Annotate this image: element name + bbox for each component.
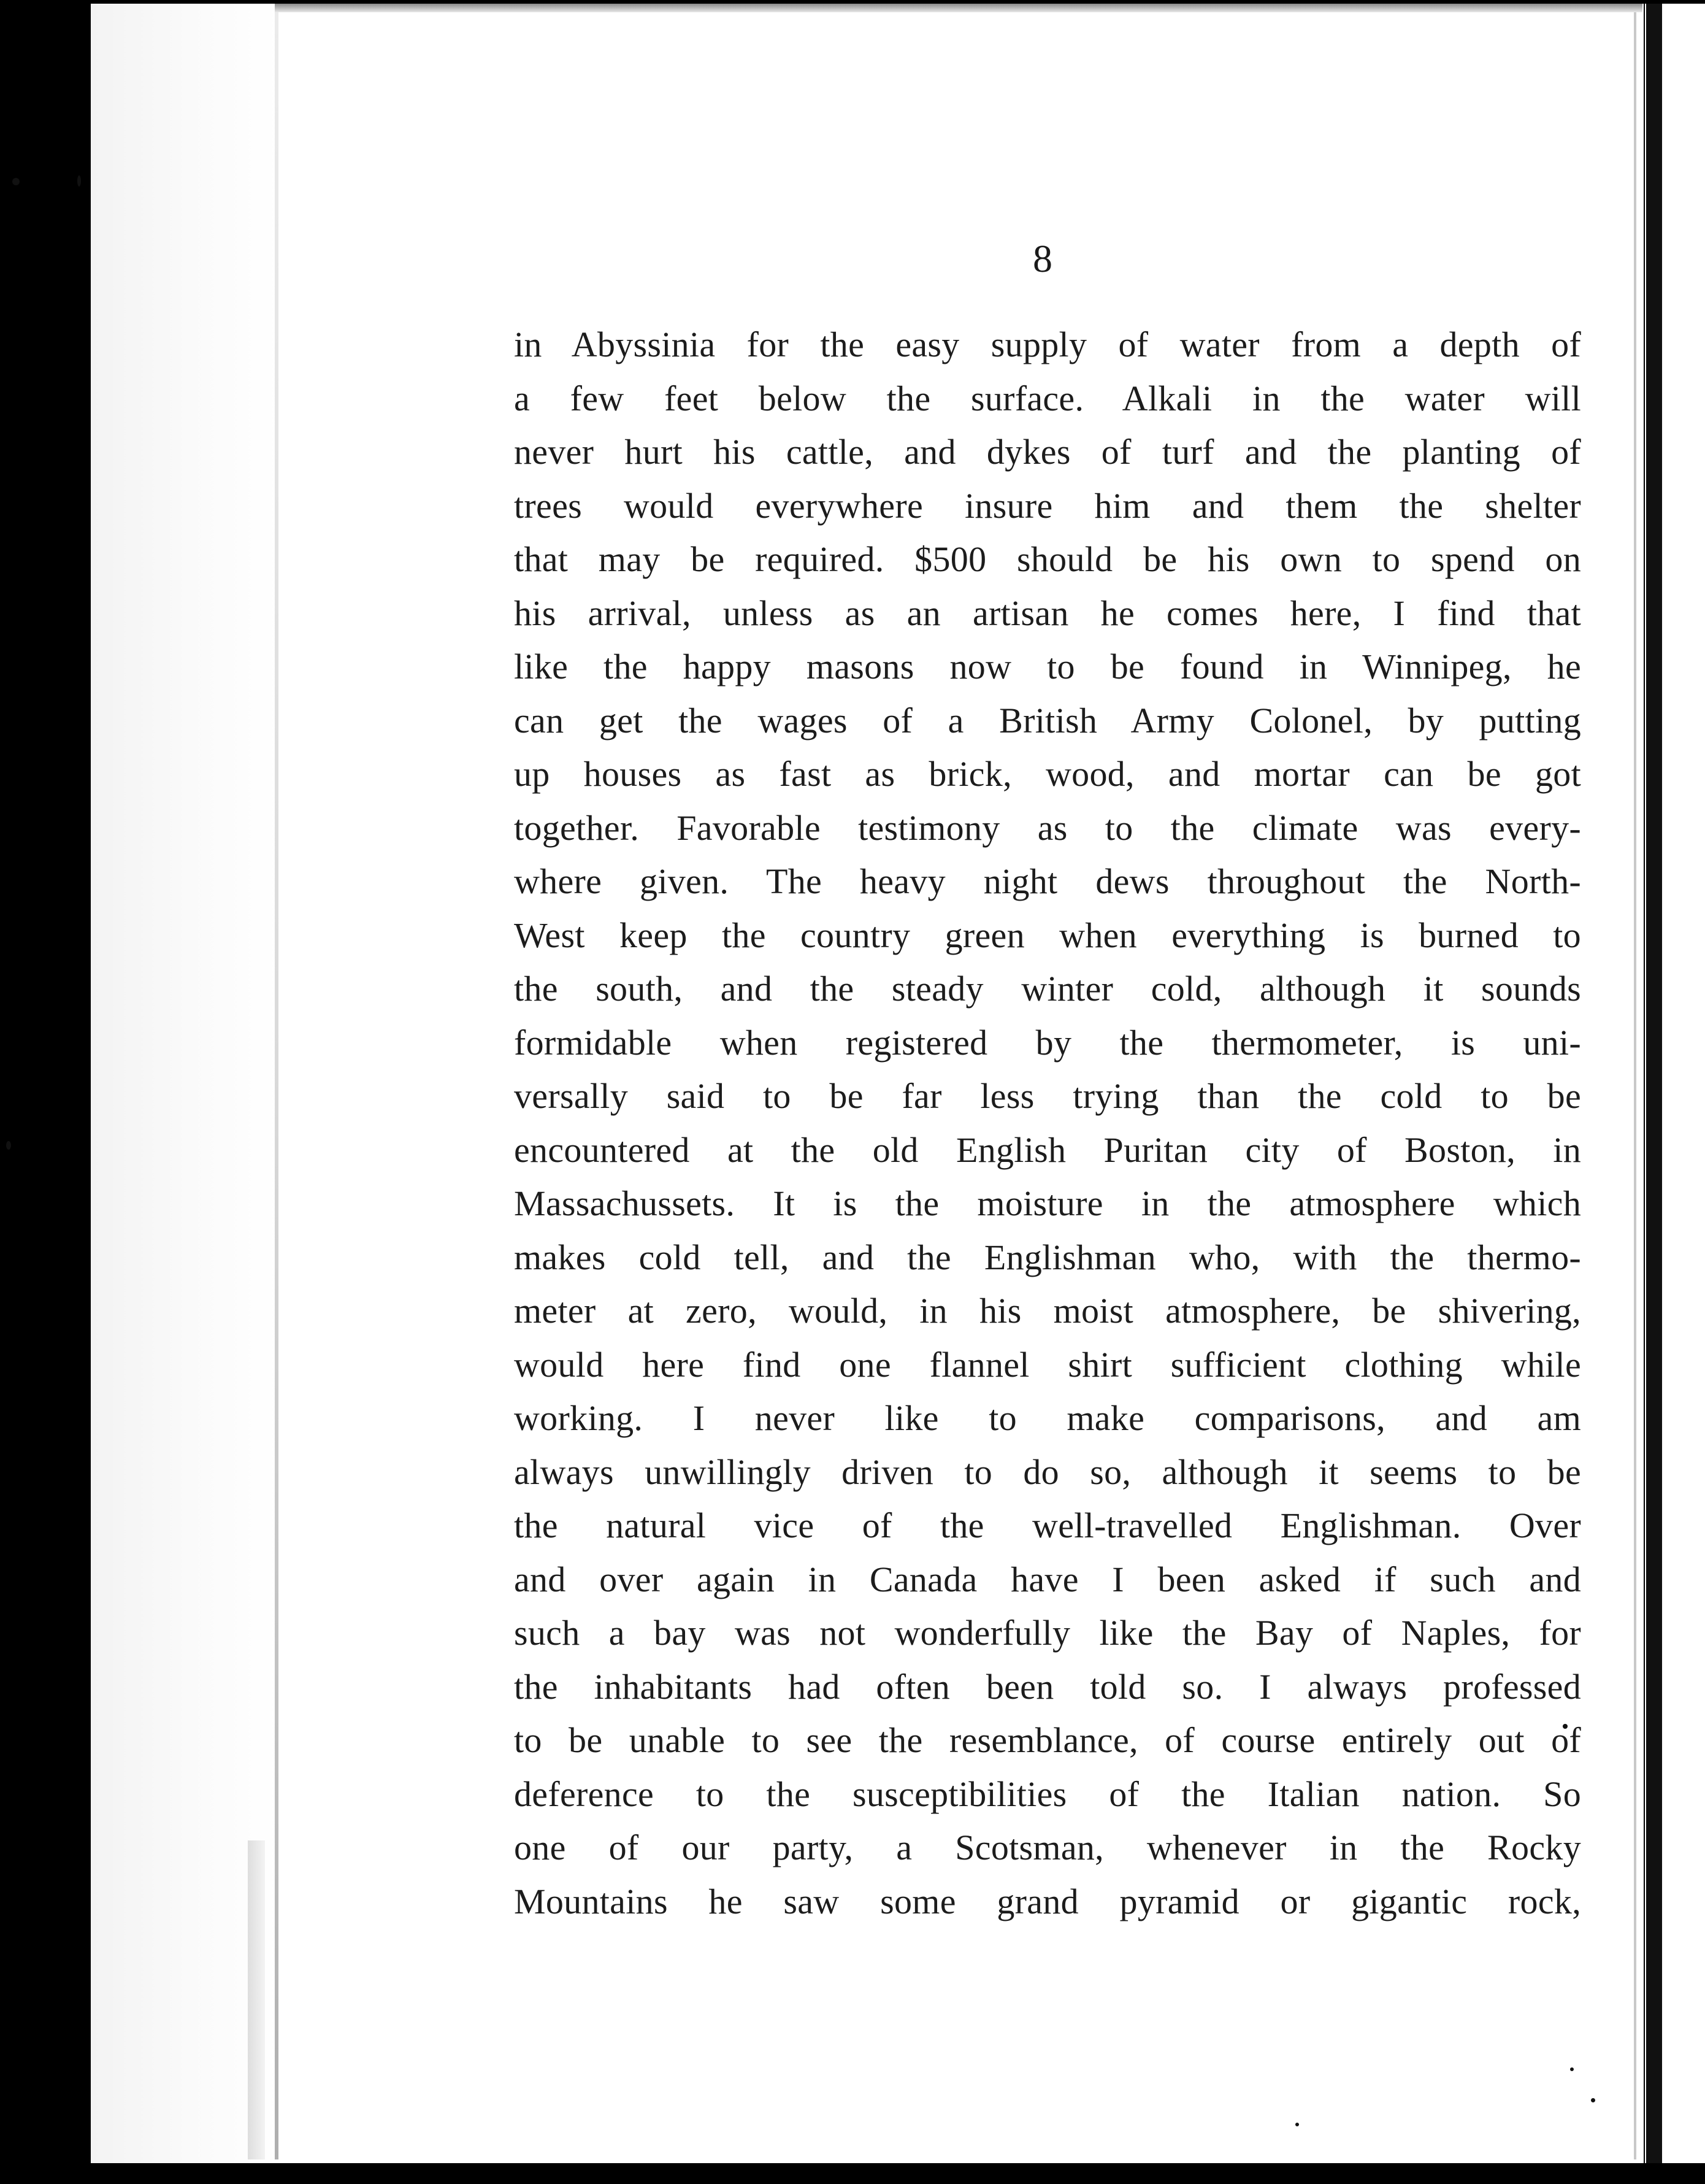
text-line: together. Favorable testimony as to the climate was every- — [514, 807, 1581, 848]
scan-speck — [1591, 2098, 1595, 2102]
text-line: meter at zero, would, in his moist atmosphere, be shivering, — [514, 1291, 1581, 1331]
text-line: his arrival, unless as an artisan he comes here, I find that — [514, 593, 1581, 633]
right-margin-rule — [1634, 12, 1636, 2159]
top-page-edge — [275, 4, 1642, 12]
text-line: versally said to be far less trying than the cold to be — [514, 1076, 1581, 1116]
text-line: where given. The heavy night dews throughout the North- — [514, 861, 1581, 901]
text-line: makes cold tell, and the Englishman who, with the thermo- — [514, 1237, 1581, 1277]
scan-speck — [1570, 2067, 1574, 2071]
text-line: West keep the country green when everything is burned to — [514, 915, 1581, 955]
text-line: in Abyssinia for the easy supply of water from a depth of — [514, 325, 1581, 364]
scan-speck — [1295, 2123, 1299, 2126]
scan-speck — [12, 178, 20, 185]
body-text — [514, 318, 1581, 1928]
text-line: to be unable to see the resemblance, of course entirely out of — [514, 1720, 1581, 1760]
text-line: like the happy masons now to be found in Winnipeg, he — [514, 647, 1581, 686]
text-line: never hurt his cattle, and dykes of turf and the planting of — [514, 432, 1581, 472]
scan-speck — [6, 1141, 11, 1150]
text-line: and over again in Canada have I been asked if such and — [514, 1559, 1581, 1599]
text-line: a few feet below the surface. Alkali in the water will — [514, 378, 1581, 418]
page-number: 8 — [1033, 237, 1052, 280]
right-binding-bar — [1646, 4, 1662, 2163]
text-line: such a bay was not wonderfully like the Bay of Naples, for — [514, 1613, 1581, 1653]
left-page-edge-lower — [248, 1840, 265, 2159]
left-page-edge — [275, 12, 278, 2159]
text-line: that may be required. $500 should be his own to spend on — [514, 539, 1581, 579]
text-line: Massachussets. It is the moisture in the atmosphere which — [514, 1183, 1581, 1223]
text-line: trees would everywhere insure him and them the shelter — [514, 485, 1581, 526]
text-line: formidable when registered by the thermometer, is uni- — [514, 1022, 1581, 1063]
text-line: encountered at the old English Puritan city of Boston, in — [514, 1129, 1581, 1170]
text-line: always unwillingly driven to do so, although it seems to be — [514, 1452, 1581, 1492]
text-line: one of our party, a Scotsman, whenever in the Rocky — [514, 1828, 1581, 1867]
text-line: up houses as fast as brick, wood, and mortar can be got — [514, 754, 1581, 794]
text-line: deference to the susceptibilities of the Italian nation. So — [514, 1774, 1581, 1814]
text-line: would here find one flannel shirt sufficient clothing while — [514, 1344, 1581, 1385]
text-line: the inhabitants had often been told so. I always professed — [514, 1666, 1581, 1707]
scan-speck — [77, 175, 81, 186]
text-line: the south, and the steady winter cold, although it sounds — [514, 969, 1581, 1009]
text-line: Mountains he saw some grand pyramid or gigantic rock, — [514, 1881, 1581, 1921]
text-line: the natural vice of the well-travelled Englishman. Over — [514, 1505, 1581, 1545]
text-line: can get the wages of a British Army Colonel, by putting — [514, 700, 1581, 740]
text-line: working. I never like to make comparisons, and am — [514, 1398, 1581, 1438]
gutter-shadow — [91, 4, 281, 2163]
